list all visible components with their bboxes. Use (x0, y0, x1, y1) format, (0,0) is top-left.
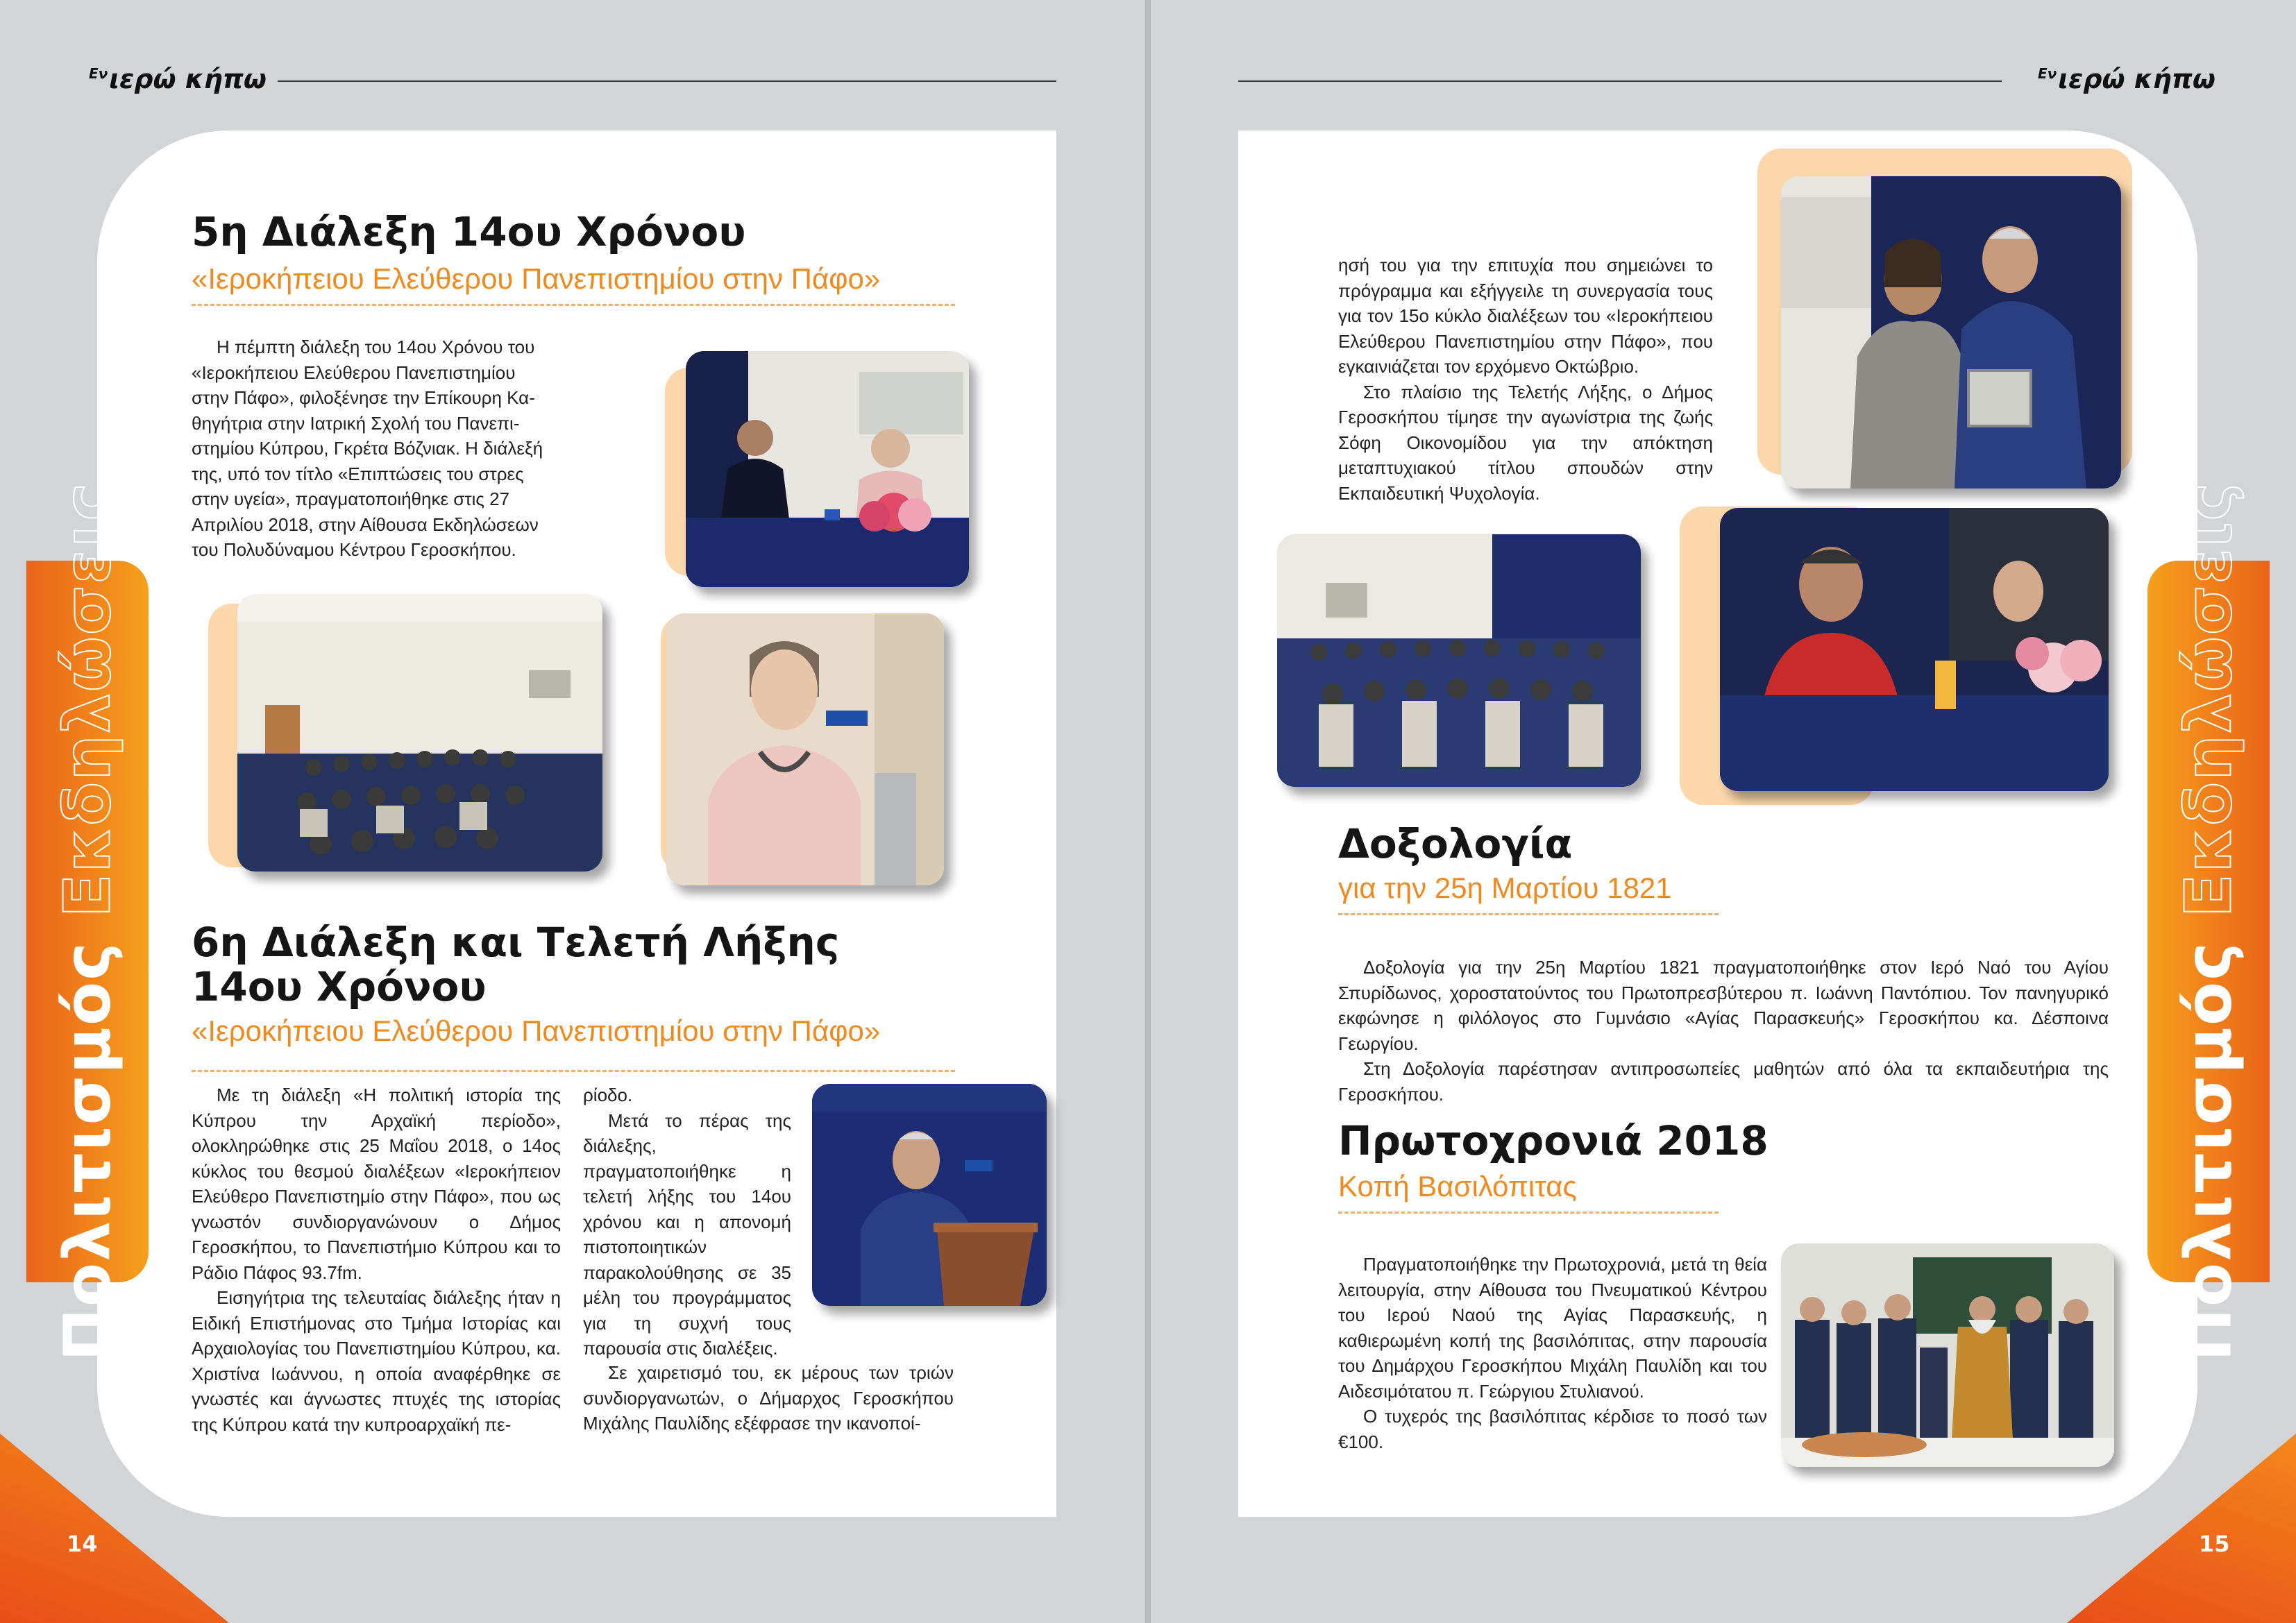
article-title (192, 920, 839, 1009)
title-divider (192, 304, 955, 306)
paragraph: ρίοδο. (583, 1085, 633, 1105)
paragraph: Σε χαιρετισμό του, εκ μέρους των τριών συνδιοργανωτών, ο Δήμαρχος Γεροσκήπου Μιχάλης Παυλίδης εξέφρασε την ικανοποί- (583, 1362, 954, 1434)
speakers-table-photo (1720, 508, 2109, 791)
title-line: 14ου Χρόνου (192, 963, 487, 1010)
award-photo (1781, 176, 2121, 488)
body-line: της, υπό τον τίτλο «Επιπτώσεις του στρες (192, 463, 524, 484)
paragraph: Πραγματοποιήθηκε την Πρωτοχρονιά, μετά τη θεία λειτουργία, στην Αίθουσα του Πνευματικού Κέντρου του Ιερού Ναού της Αγίας Παρασκευής, η καθιερωμένη κοπή της βασιλόπιτας, στην παρουσία του Δημάρχου Γεροσκήπου Μιχάλη Παυλίδη και του Αιδεσιμότατου π. Γεώργιου Στυλιανού. (1338, 1254, 1767, 1402)
body-line: Απριλίου 2018, στην Αίθουσα Εκδηλώσεων (192, 513, 539, 535)
vasilopita-photo (1781, 1243, 2114, 1467)
right-page (1151, 0, 2296, 1623)
title-divider (1338, 913, 1719, 915)
article-subtitle: για την 25η Μαρτίου 1821 (1338, 872, 1672, 904)
article-body (192, 334, 563, 563)
article-body (1338, 955, 2109, 1107)
body-line: θηγήτρια στην Ιατρική Σχολή του Πανεπι- (192, 412, 520, 434)
running-head: $^{E\nu}$ιερώ κήπω (89, 64, 267, 94)
speakers-table-photo (686, 351, 969, 587)
left-page (0, 0, 1145, 1623)
paragraph: Ο τυχερός της βασιλόπιτας κέρδισε το ποσό των €100. (1338, 1406, 1767, 1452)
section-label: Πολιτισμός Εκδηλώσεις (50, 481, 125, 1362)
body-line: του Πολυδύναμου Κέντρου Γεροσκήπου. (192, 539, 516, 560)
article-subtitle: «Ιεροκήπειου Ελεύθερου Πανεπιστημίου στην Πάφο» (192, 1014, 881, 1047)
body-line: στημίου Κύπρου, Γκρέτα Βόζνιακ. Η διάλεξή (192, 438, 543, 459)
article-subtitle: «Ιεροκήπειου Ελεύθερου Πανεπιστημίου στην Πάφο» (192, 262, 881, 295)
page-number: 14 (67, 1531, 98, 1557)
audience-photo (1277, 534, 1641, 787)
article-title: Δοξολογία (1338, 820, 1573, 867)
page-spine (1145, 0, 1151, 1623)
article-column-2-bottom (583, 1360, 954, 1436)
running-head: $^{E\nu}$ιερώ κήπω (2038, 64, 2215, 94)
body-line: στην υγεία», πραγματοποιήθηκε στις 27 (192, 488, 510, 509)
body-line: στην Πάφο», φιλοξένησε την Επίκουρη Κα- (192, 387, 535, 408)
section-tab (2147, 481, 2270, 1362)
body-line: «Ιεροκήπειου Ελεύθερου Πανεπιστημίου (192, 362, 516, 383)
paragraph: ησή του για την επιτυχία που σημειώνει το πρόγραμμα και εξήγγειλε τη συνεργασία τους για τον 15ο κύκλο διαλέξεων του «Ιεροκήπειου Ελεύθερου Πανεπιστημίου στην Πάφο», που εγκαινιάζεται τον ερχόμενο Οκτώβριο. (1338, 255, 1713, 377)
article-body (1338, 1252, 1767, 1454)
paragraph: Στη Δοξολογία παρέστησαν αντιπροσωπείες μαθητών από όλα τα εκπαιδευτήρια της Γεροσκήπου. (1338, 1058, 2109, 1105)
section-tab (26, 481, 149, 1362)
paragraph: Δοξολογία για την 25η Μαρτίου 1821 πραγματοποιήθηκε στον Ιερό Ναό του Αγίου Σπυρίδωνος, χοροστατούντος του Πρωτοπρεσβύτερου π. Ιωάννη Παντόπιου. Τον πανηγυρικό εκφώνησε η φιλόλογος στο Γυμνάσιο «Αγίας Παρασκευής» Γεροσκήπου κα. Δέσποινα Γεωργίου. (1338, 957, 2109, 1054)
article-column-2 (583, 1082, 791, 1361)
paragraph: Στο πλαίσιο της Τελετής Λήξης, ο Δήμος Γεροσκήπου τίμησε την αγωνίστρια της ζωής Σόφη Οικονομίδου για την απόκτηση μεταπτυχιακού τίτλου σπουδών στην Εκπαιδευτική Ψυχολογία. (1338, 381, 1713, 504)
speaker-podium-photo (666, 613, 944, 885)
header-rule (1238, 80, 2002, 82)
mayor-podium-photo (812, 1084, 1047, 1306)
article-title: Πρωτοχρονιά 2018 (1338, 1117, 1769, 1164)
title-divider (192, 1070, 955, 1072)
audience-photo (237, 594, 602, 872)
body-line: Η πέμπτη διάλεξη του 14ου Χρόνου του (217, 337, 535, 357)
section-label: Πολιτισμός Εκδηλώσεις (2171, 481, 2246, 1362)
article-title: 5η Διάλεξη 14ου Χρόνου (192, 208, 746, 255)
title-divider (1338, 1212, 1719, 1214)
title-line: 6η Διάλεξη και Τελετή Λήξης (192, 919, 840, 966)
page-number: 15 (2199, 1531, 2230, 1557)
article-subtitle: Κοπή Βασιλόπιτας (1338, 1170, 1577, 1203)
paragraph: Με τη διάλεξη «Η πολιτική ιστορία της Κύπρου την Αρχαϊκή περίοδο», ολοκληρώθηκε στις 25 Μαΐου 2018, ο 14ος κύκλος του θεσμού διαλέξεων «Ιεροκήπειον Ελεύθερο Πανεπιστημίο στην Πάφο», που ως γνωστόν συνδιοργανώνουν ο Δήμος Γεροσκήπου, το Πανεπιστήμιο Κύπρου και το Ράδιο Πάφος 93.7fm. (192, 1085, 561, 1283)
paragraph: Μετά το πέρας της διάλεξης, πραγματοποιήθηκε η τελετή λήξης του 14ου χρόνου και η απονομή πιστοποιητικών παρακολούθησης σε 35 μέλη του προγράμματος για τη συχνή τους παρουσία στις διαλέξεις. (583, 1110, 791, 1359)
paragraph: Εισηγήτρια της τελευταίας διάλεξης ήταν η Ειδική Επιστήμονας στο Τμήμα Ιστορίας και Αρχαιολογίας του Πανεπιστημίου Κύπρου, κα. Χριστίνα Ιωάννου, η οποία αναφέρθηκε σε γνωστές και άγνωστες πτυχές της ιστορίας της Κύπρου κατά την κυπροαρχαϊκή πε- (192, 1287, 561, 1435)
article-column-1 (192, 1082, 561, 1437)
article-continuation (1338, 253, 1713, 506)
header-rule (278, 80, 1056, 82)
